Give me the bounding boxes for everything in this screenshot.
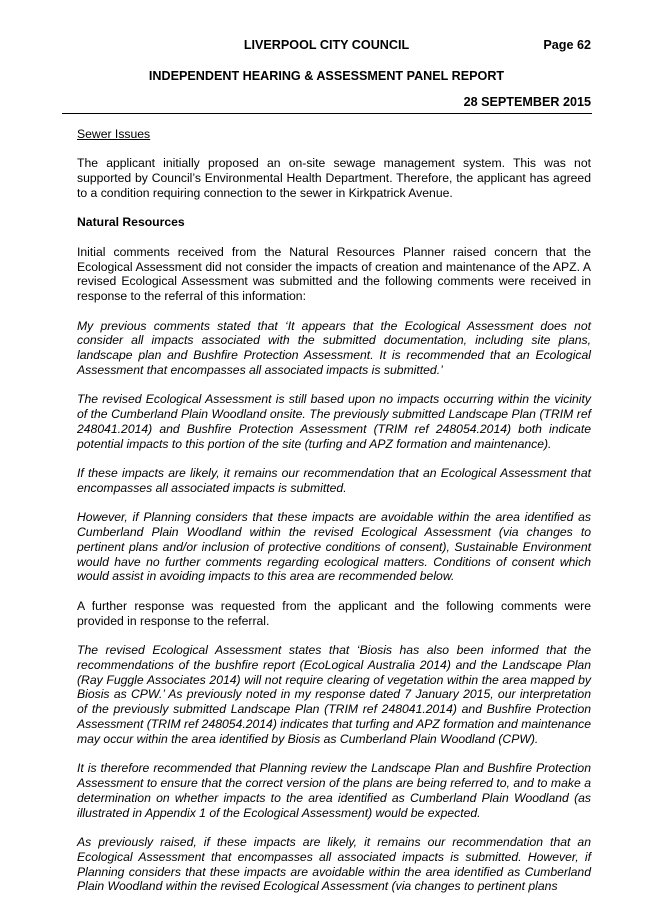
quoted-comment-5: The revised Ecological Assessment states that ‘Biosis has also been informed that the recommendations of the bushfire report (EcoLogical Australia 2014) and the Landscape Plan (Ray Fuggle Associates 2014) will not require clearing of vegetation within the area mapped by Biosis as CPW.’ As previously noted in my response dated 7 January 2015, our interpretation of the previously submitted Landscape Plan (TRIM ref 248041.2014) and Bushfire Protection Assessment (TRIM ref 248054.2014) indicates that turfing and APZ formation and maintenance may occur within the area identified by Biosis as Cumberland Plain Woodland (CPW). [77,643,591,746]
quoted-comment-6: It is therefore recommended that Planning review the Landscape Plan and Bushfire Protection Assessment to ensure that the correct version of the plans are being referred to, and to make a determination on whether impacts to the area identified as Cumberland Plain Woodland (as illustrated in Appendix 1 of the Ecological Assessment) would be expected. [77,761,591,820]
quoted-comment-2: The revised Ecological Assessment is still based upon no impacts occurring within the vicinity of the Cumberland Plain Woodland onsite. The previously submitted Landscape Plan (TRIM ref 248041.2014) and Bushfire Protection Assessment (TRIM ref 248054.2014) both indicate potential impacts to this portion of the site (turfing and APZ formation and maintenance). [77,392,591,451]
quoted-comment-3: If these impacts are likely, it remains our recommendation that an Ecological Assessment that encompasses all associated impacts is submitted. [77,466,591,495]
council-name: LIVERPOOL CITY COUNCIL [243,38,410,52]
quoted-comment-4: However, if Planning considers that these impacts are avoidable within the area identified as Cumberland Plain Woodland within the revised Ecological Assessment (via changes to pertinent plans and/or inclusion of protective conditions of consent), Sustainable Environment would have no further comments regarding ecological matters. Conditions of consent which would assist in avoiding impacts to this area are recommended below. [77,510,591,584]
natural-resources-paragraph: Initial comments received from the Natural Resources Planner raised concern that the Ecological Assessment did not consider the impacts of creation and maintenance of the APZ. A revised Ecological Assessment was submitted and the following comments were received in response to the referral of this information: [77,244,591,304]
quoted-comment-7: As previously raised, if these impacts are likely, it remains our recommendation that an Ecological Assessment that encompasses all associated impacts is submitted. However, if Planning considers that these impacts are avoidable within the area identified as Cumberland Plain Woodland within the revised Ecological Assessment (via changes to pertinent plans [77,835,591,894]
natural-resources-heading: Natural Resources [77,215,185,230]
sewer-issues-heading: Sewer Issues [77,127,151,141]
document-body [77,127,591,909]
report-title: INDEPENDENT HEARING & ASSESSMENT PANEL REPORT [148,69,505,83]
report-date: 28 SEPTEMBER 2015 [463,95,591,109]
quoted-comment-1: My previous comments stated that ‘It appears that the Ecological Assessment does not consider all impacts associated with the submitted documentation, including site plans, landscape plan and Bushfire Protection Assessment. It is recommended that an Ecological Assessment that encompasses all associated impacts is submitted.’ [77,318,591,377]
header-divider [62,113,592,114]
sewer-issues-paragraph: The applicant initially proposed an on-site sewage management system. This was not supported by Council’s Environmental Health Department. Therefore, the applicant has agreed to a condition requiring connection to the sewer in Kirkpatrick Avenue. [77,156,591,200]
page-number: Page 62 [543,38,591,52]
further-response-paragraph: A further response was requested from the applicant and the following comments were provided in response to the referral. [77,598,591,628]
